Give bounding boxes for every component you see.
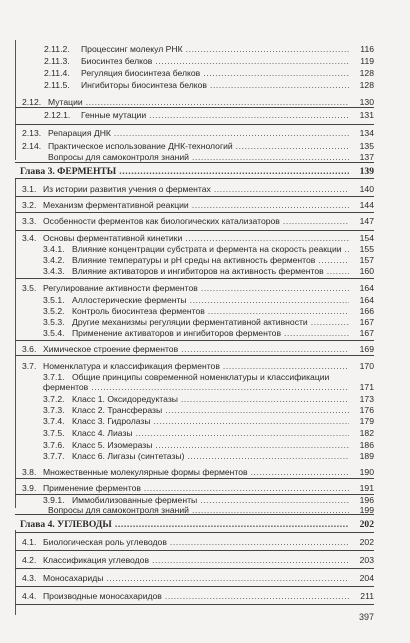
entry-page: 164: [359, 283, 374, 293]
entry-title: ферментов .....: [43, 382, 349, 393]
toc-entry: [0, 97, 410, 108]
entry-number: 3.1.: [22, 184, 37, 194]
entry-title: Из истории развития учения о ферментах .....: [43, 184, 349, 195]
entry-title: Класс 5. Изомеразы .....: [72, 440, 349, 451]
entry-title: Контроль биосинтеза ферментов .....: [72, 306, 349, 317]
entry-number: 2.11.2.: [44, 44, 70, 54]
toc-entry: [0, 68, 410, 79]
entry-page: 182: [359, 428, 374, 438]
toc-entry: [0, 200, 410, 211]
toc-entry: [0, 306, 410, 317]
entry-number: 4.1.: [22, 537, 37, 547]
entry-title: Биосинтез белков .....: [81, 56, 349, 67]
entry-page: 167: [359, 317, 374, 327]
entry-page: 144: [359, 200, 374, 210]
entry-number: 4.3.: [22, 573, 37, 583]
chapter-title: Глава 3. ФЕРМЕНТЫ .....: [20, 166, 349, 177]
divider: [15, 178, 374, 179]
entry-number: 3.7.5.: [43, 428, 65, 438]
entry-page: 140: [359, 184, 374, 194]
entry-title: Биологическая роль углеводов .....: [43, 537, 349, 548]
toc-entry: [0, 152, 410, 163]
entry-title: Класс 4. Лиазы .....: [72, 428, 349, 439]
entry-title: Класс 1. Оксидоредуктазы .....: [72, 394, 349, 405]
entry-number: 3.9.1.: [43, 495, 65, 505]
entry-number: 3.8.: [22, 467, 37, 477]
entry-page: 154: [359, 233, 374, 243]
entry-title: Вопросы для самоконтроля знаний .....: [48, 152, 349, 163]
entry-number: 3.4.2.: [43, 255, 65, 265]
entry-title: Применение активаторов и ингибиторов ферментов .....: [72, 328, 349, 339]
entry-page: 170: [359, 361, 374, 371]
toc-entry: [0, 467, 410, 478]
entry-number: 2.12.: [22, 97, 42, 107]
toc-entry: [0, 440, 410, 451]
entry-number: 3.5.3.: [43, 317, 65, 327]
toc-entry: [0, 255, 410, 266]
entry-title: Генные мутации .....: [81, 110, 349, 121]
entry-page: 155: [359, 244, 374, 254]
entry-page: 191: [359, 483, 374, 493]
page-number: 397: [358, 612, 374, 622]
entry-title: Общие принципы современной номенклатуры и классификации: [72, 372, 330, 382]
entry-page: 164: [359, 295, 374, 305]
entry-number: 2.12.1.: [44, 110, 71, 120]
entry-page: 137: [359, 152, 374, 162]
entry-title: Регулирование активности ферментов .....: [43, 283, 349, 294]
entry-title: Другие механизмы регуляции ферментативной активности .....: [72, 317, 349, 328]
entry-page: 147: [359, 216, 374, 226]
toc-entry: [0, 80, 410, 91]
entry-title: Влияние температуры и рН среды на активность ферментов .....: [72, 255, 349, 266]
entry-title: Вопросы для самоконтроля знаний .....: [48, 505, 349, 516]
entry-page: 116: [360, 44, 374, 54]
toc-entry: [0, 317, 410, 328]
chapter-title: Глава 4. УГЛЕВОДЫ .....: [20, 519, 349, 530]
entry-page: 204: [359, 573, 374, 583]
entry-page: 186: [359, 440, 374, 450]
toc-entry: [0, 283, 410, 294]
toc-entry: [0, 56, 410, 67]
entry-title: Иммобилизованные ферменты .....: [72, 495, 349, 506]
entry-page: 199: [359, 505, 374, 515]
entry-title: Аллостерические ферменты .....: [72, 295, 349, 306]
entry-title: Процессинг молекул РНК .....: [81, 44, 349, 55]
entry-page: 196: [359, 495, 374, 505]
entry-title: Регуляция биосинтеза белков .....: [81, 68, 349, 79]
entry-title: Практическое использование ДНК-технологий .....: [48, 141, 349, 152]
entry-number: 2.11.4.: [44, 68, 70, 78]
entry-title: Механизм ферментативной реакции .....: [43, 200, 349, 211]
toc-entry: [0, 573, 410, 584]
toc-entry: [0, 233, 410, 244]
toc-entry: [0, 555, 410, 566]
entry-title: Мутации .....: [48, 97, 349, 108]
toc-entry: [0, 344, 410, 355]
toc-entry: [0, 110, 410, 121]
entry-title: Множественные молекулярные формы ферментов .....: [43, 467, 349, 478]
toc-entry-continuation: [0, 382, 410, 393]
entry-number: 3.5.2.: [43, 306, 65, 316]
divider: [15, 212, 374, 213]
entry-number: 4.2.: [22, 555, 37, 565]
entry-number: 3.4.1.: [43, 244, 65, 254]
divider: [15, 532, 374, 533]
entry-page: 134: [359, 128, 374, 138]
entry-page: 157: [359, 255, 374, 265]
entry-number: 4.4.: [22, 591, 37, 601]
toc-entry: [0, 216, 410, 227]
entry-number: 3.6.: [22, 344, 37, 354]
entry-title: Номенклатура и классификация ферментов .....: [43, 361, 349, 372]
entry-page: 203: [359, 555, 374, 565]
entry-number: 2.13.: [22, 128, 42, 138]
divider: [15, 478, 374, 479]
toc-entry: [0, 184, 410, 195]
divider: [15, 230, 374, 231]
entry-page: 176: [359, 405, 374, 415]
toc-entry: [0, 416, 410, 427]
toc-entry: [0, 266, 410, 277]
entry-number: 2.14.: [22, 141, 42, 151]
toc-entry: [0, 295, 410, 306]
toc-entry: [0, 591, 410, 602]
entry-page: 135: [359, 141, 374, 151]
entry-number: 3.7.2.: [43, 394, 65, 404]
entry-page: 173: [359, 394, 374, 404]
entry-number: 3.2.: [22, 200, 37, 210]
toc-entry: [0, 537, 410, 548]
entry-number: 3.7.3.: [43, 405, 65, 415]
entry-page: 171: [359, 382, 374, 392]
entry-number: 3.4.3.: [43, 266, 65, 276]
entry-page: 202: [359, 519, 374, 530]
toc-entry: [0, 328, 410, 339]
entry-number: 3.3.: [22, 216, 37, 226]
entry-page: 130: [359, 97, 374, 107]
entry-number: 2.11.3.: [44, 56, 70, 66]
entry-number: 3.7.4.: [43, 416, 65, 426]
entry-number: 3.7.6.: [43, 440, 65, 450]
chapter-heading: [0, 519, 410, 530]
entry-page: 160: [359, 266, 374, 276]
toc-entry: [0, 361, 410, 372]
divider: [15, 355, 374, 356]
divider: [15, 196, 374, 197]
entry-title: Класс 2. Трансферазы .....: [72, 405, 349, 416]
entry-number: 3.5.1.: [43, 295, 65, 305]
entry-number: 3.7.: [22, 361, 37, 371]
toc-entry: [0, 141, 410, 152]
entry-number: 3.5.: [22, 283, 37, 293]
entry-title: Репарация ДНК .....: [48, 128, 349, 139]
entry-page: 128: [359, 68, 374, 78]
entry-title: Моносахариды .....: [43, 573, 349, 584]
divider: [15, 278, 374, 279]
entry-number: 2.11.5.: [44, 80, 70, 90]
entry-page: 169: [359, 344, 374, 354]
entry-number: 3.7.7.: [43, 451, 65, 461]
entry-title: Классификация углеводов .....: [43, 555, 349, 566]
entry-title: Класс 6. Лигазы (синтетазы) .....: [72, 451, 349, 462]
toc-entry: [0, 428, 410, 439]
divider: [15, 604, 374, 605]
entry-page: 119: [360, 56, 374, 66]
entry-title: Применение ферментов .....: [43, 483, 349, 494]
entry-page: 139: [359, 166, 374, 177]
toc-entry: [0, 405, 410, 416]
entry-title: Влияние концентрации субстрата и фермента на скорость реакции .....: [72, 244, 349, 255]
divider: [15, 550, 374, 551]
toc-entry: [0, 505, 410, 516]
toc-entry: [0, 394, 410, 405]
entry-page: 167: [359, 328, 374, 338]
toc-entry: [0, 44, 410, 55]
entry-title: Основы ферментативной кинетики .....: [43, 233, 349, 244]
toc-entry: [0, 244, 410, 255]
entry-title: Класс 3. Гидролазы .....: [72, 416, 349, 427]
toc-entry: [0, 483, 410, 494]
entry-page: 190: [359, 467, 374, 477]
toc-entry: [0, 128, 410, 139]
entry-title: Особенности ферментов как биологических катализаторов .....: [43, 216, 349, 227]
entry-page: 179: [359, 416, 374, 426]
entry-page: 211: [360, 591, 374, 601]
entry-page: 189: [359, 451, 374, 461]
entry-page: 166: [359, 306, 374, 316]
divider: [15, 568, 374, 569]
entry-title: Влияние активаторов и ингибиторов на активность ферментов .....: [72, 266, 349, 277]
entry-title: Химическое строение ферментов .....: [43, 344, 349, 355]
entry-page: 202: [359, 537, 374, 547]
divider: [15, 340, 374, 341]
entry-page: 128: [359, 80, 374, 90]
entry-number: 3.4.: [22, 233, 37, 243]
entry-title: Ингибиторы биосинтеза белков .....: [81, 80, 349, 91]
entry-number: 3.7.1.: [43, 372, 65, 382]
entry-number: 3.5.4.: [43, 328, 65, 338]
divider: [15, 124, 374, 125]
toc-entry: [0, 451, 410, 462]
entry-number: 3.9.: [22, 483, 37, 493]
divider: [15, 586, 374, 587]
chapter-heading: [0, 166, 410, 177]
entry-title: Производные моносахаридов .....: [43, 591, 349, 602]
entry-page: 131: [359, 110, 374, 120]
